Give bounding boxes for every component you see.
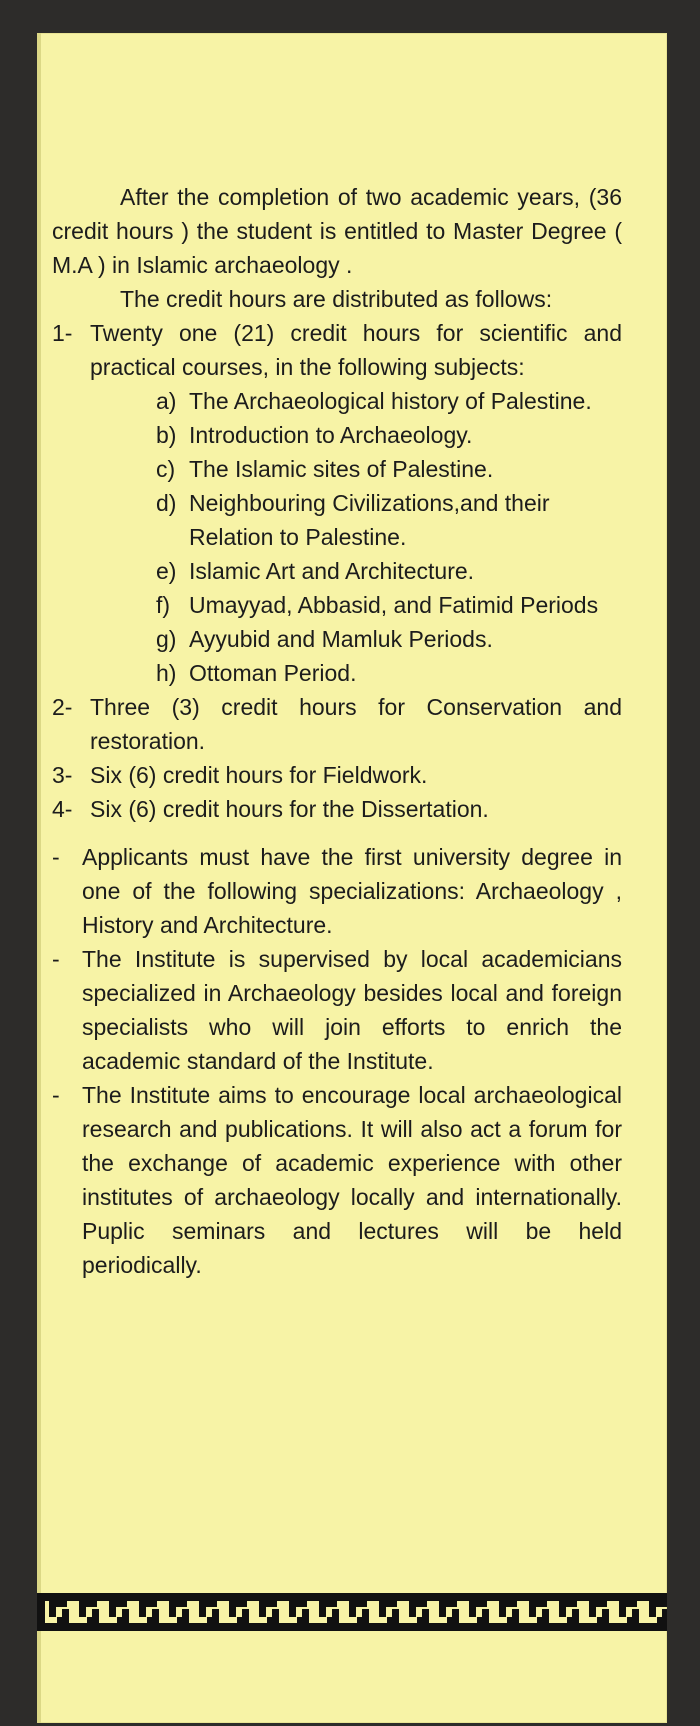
subject-letter: b) <box>156 422 177 448</box>
credit-list <box>52 316 622 826</box>
subject-item <box>156 554 622 588</box>
credit-item-number: 3- <box>52 762 73 788</box>
subject-text: Ayyubid and Mamluk Periods. <box>189 626 493 652</box>
subject-text: Neighbouring Civilizations,and their Relation to Palestine. <box>189 490 550 550</box>
page-fold-edge <box>37 33 41 1723</box>
subject-letter: d) <box>156 490 177 516</box>
note-item <box>52 942 622 1078</box>
note-dash: - <box>52 946 60 972</box>
credit-item-number: 4- <box>52 796 73 822</box>
credit-item <box>52 758 622 792</box>
credit-item <box>52 792 622 826</box>
decorative-border <box>37 1573 667 1643</box>
subject-item <box>156 656 622 690</box>
credit-item-text: Six (6) credit hours for the Dissertation. <box>90 796 489 822</box>
distribution-paragraph: The credit hours are distributed as follows: <box>120 286 553 312</box>
subject-item <box>156 486 622 554</box>
credit-item-number: 1- <box>52 320 73 346</box>
subject-text: Ottoman Period. <box>189 660 357 686</box>
note-dash: - <box>52 844 60 870</box>
subject-text: Umayyad, Abbasid, and Fatimid Periods <box>189 592 599 618</box>
subject-text: Islamic Art and Architecture. <box>189 558 475 584</box>
subject-letter: g) <box>156 626 177 652</box>
subject-list <box>156 384 622 690</box>
subject-item <box>156 452 622 486</box>
credit-item-text: Twenty one (21) credit hours for scientific and practical courses, in the following subjects: <box>90 320 622 380</box>
subject-text: The Islamic sites of Palestine. <box>189 456 494 482</box>
subject-letter: f) <box>156 592 171 618</box>
notes-list <box>52 840 622 1282</box>
brochure-text <box>52 180 622 1282</box>
note-text: The Institute is supervised by local academicians specialized in Archaeology besides local and foreign specialists who will join efforts to enrich the academic standard of the Institute. <box>82 946 622 1074</box>
note-item <box>52 840 622 942</box>
credit-item-number: 2- <box>52 694 73 720</box>
subject-item <box>156 588 622 622</box>
subject-letter: a) <box>156 388 177 414</box>
note-text: The Institute aims to encourage local archaeological research and publications. It will also act a forum for the exchange of academic experience with other institutes of archaeology locally and internationally. Puplic seminars and lectures will be held periodically. <box>82 1082 622 1278</box>
credit-item <box>52 316 622 384</box>
section-gap <box>52 826 622 840</box>
subject-item <box>156 384 622 418</box>
subject-item <box>156 418 622 452</box>
note-text: Applicants must have the first university degree in one of the following specializations: Archaeology , History and Architecture. <box>82 844 622 938</box>
subject-letter: e) <box>156 558 177 584</box>
credit-item <box>52 690 622 758</box>
subject-item <box>156 622 622 656</box>
credit-item-text: Three (3) credit hours for Conservation and restoration. <box>90 694 622 754</box>
subject-letter: h) <box>156 660 177 686</box>
subject-text: Introduction to Archaeology. <box>189 422 473 448</box>
subject-letter: c) <box>156 456 176 482</box>
subject-text: The Archaeological history of Palestine. <box>189 388 592 414</box>
note-dash: - <box>52 1082 60 1108</box>
note-item <box>52 1078 622 1282</box>
intro-paragraph: After the completion of two academic years, (36 credit hours ) the student is entitled to Master Degree ( M.A ) in Islamic archaeology . <box>52 184 622 278</box>
credit-item-text: Six (6) credit hours for Fieldwork. <box>90 762 428 788</box>
